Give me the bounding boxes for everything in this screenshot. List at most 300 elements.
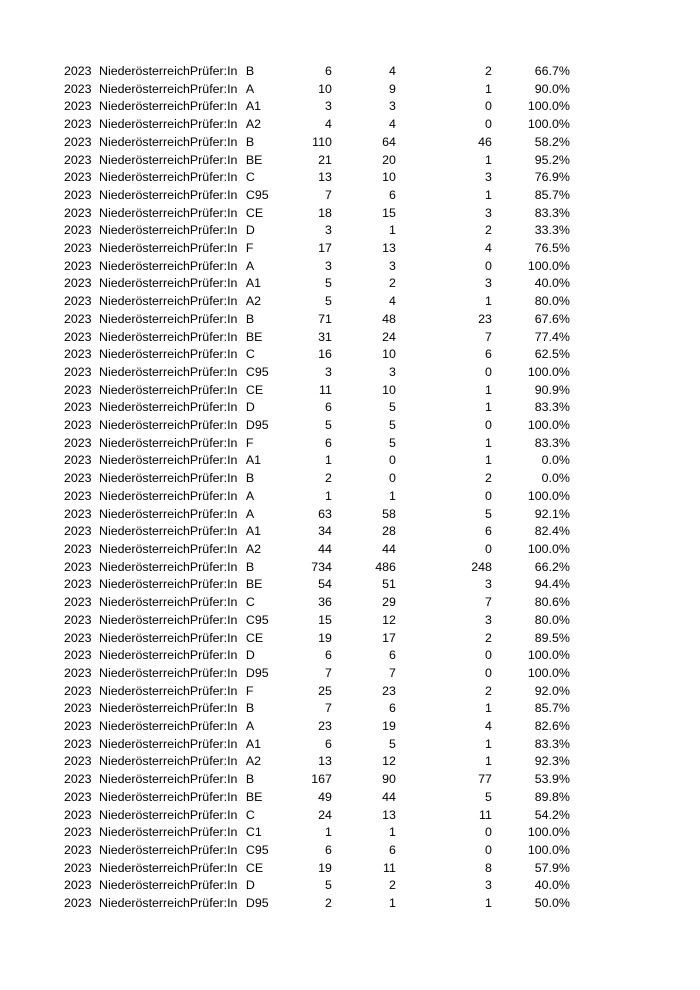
year-cell: 2023 [64, 559, 92, 574]
total-cell: 36 [318, 595, 332, 610]
rate-cell: 100.0% [527, 117, 570, 132]
passed-cell: 17 [382, 630, 396, 645]
role-cell: Prüfer:In [189, 64, 238, 78]
region-cell: Niederösterreich [99, 223, 190, 238]
rate-cell: 57.9% [534, 860, 570, 875]
failed-cell: 0 [485, 665, 492, 680]
passed-cell: 2 [389, 878, 396, 893]
role-cell: Prüfer:In [189, 223, 238, 238]
failed-cell: 6 [485, 347, 492, 362]
region-cell: Niederösterreich [99, 134, 190, 149]
failed-cell: 7 [485, 595, 492, 610]
role-cell: Prüfer:In [189, 648, 238, 663]
rate-cell: 80.0% [534, 612, 570, 627]
data-table [64, 63, 570, 913]
class-cell: CE [245, 860, 264, 875]
table-row [64, 452, 570, 470]
year-cell: 2023 [64, 683, 92, 698]
role-cell: Prüfer:In [189, 488, 238, 503]
year-cell: 2023 [64, 807, 92, 822]
role-cell: Prüfer:In [189, 453, 238, 468]
table-row [64, 258, 570, 276]
total-cell: 6 [325, 842, 332, 857]
passed-cell: 6 [389, 187, 396, 202]
role-cell: Prüfer:In [189, 471, 238, 486]
total-cell: 19 [318, 630, 332, 645]
table-row [64, 630, 570, 648]
table-row [64, 98, 570, 116]
passed-cell: 24 [382, 329, 396, 344]
passed-cell: 1 [389, 825, 396, 840]
rate-cell: 83.3% [534, 736, 570, 751]
region-cell: Niederösterreich [99, 807, 190, 822]
table-row [64, 753, 570, 771]
class-cell: B [245, 471, 255, 486]
failed-cell: 5 [485, 506, 492, 521]
passed-cell: 7 [389, 665, 396, 680]
table-row [64, 877, 570, 895]
rate-cell: 80.6% [534, 595, 570, 610]
region-cell: Niederösterreich [99, 364, 190, 379]
rate-cell: 0.0% [541, 453, 570, 468]
rate-cell: 100.0% [527, 648, 570, 663]
role-cell: Prüfer:In [189, 276, 238, 291]
table-row [64, 152, 570, 170]
class-cell: B [245, 311, 255, 326]
class-cell: D95 [245, 418, 269, 433]
year-cell: 2023 [64, 842, 92, 857]
table-row [64, 895, 570, 913]
class-cell: F [245, 683, 254, 698]
failed-cell: 0 [485, 488, 492, 503]
class-cell: C [245, 170, 255, 185]
role-cell: Prüfer:In [189, 241, 238, 256]
region-cell: Niederösterreich [99, 665, 190, 680]
table-row [64, 576, 570, 594]
total-cell: 2 [325, 471, 332, 486]
table-body [64, 63, 570, 913]
role-cell: Prüfer:In [189, 577, 238, 592]
class-cell: D95 [245, 896, 269, 911]
year-cell: 2023 [64, 754, 92, 769]
total-cell: 7 [325, 701, 332, 716]
passed-cell: 44 [382, 789, 396, 804]
region-cell: Niederösterreich [99, 64, 190, 78]
rate-cell: 33.3% [534, 223, 570, 238]
failed-cell: 1 [485, 736, 492, 751]
table-row [64, 736, 570, 754]
year-cell: 2023 [64, 612, 92, 627]
passed-cell: 51 [382, 577, 396, 592]
passed-cell: 20 [382, 152, 396, 167]
failed-cell: 3 [485, 612, 492, 627]
class-cell: A [245, 719, 255, 734]
class-cell: A1 [245, 276, 262, 291]
passed-cell: 10 [382, 347, 396, 362]
rate-cell: 83.3% [534, 205, 570, 220]
class-cell: A2 [245, 117, 262, 132]
rate-cell: 94.4% [534, 577, 570, 592]
region-cell: Niederösterreich [99, 524, 190, 539]
year-cell: 2023 [64, 541, 92, 556]
role-cell: Prüfer:In [189, 559, 238, 574]
region-cell: Niederösterreich [99, 612, 190, 627]
table-row [64, 187, 570, 205]
passed-cell: 64 [382, 134, 396, 149]
passed-cell: 486 [375, 559, 396, 574]
role-cell: Prüfer:In [189, 825, 238, 840]
total-cell: 1 [325, 825, 332, 840]
class-cell: A1 [245, 524, 262, 539]
year-cell: 2023 [64, 418, 92, 433]
rate-cell: 92.1% [534, 506, 570, 521]
year-cell: 2023 [64, 223, 92, 238]
failed-cell: 77 [478, 772, 492, 787]
role-cell: Prüfer:In [189, 595, 238, 610]
total-cell: 6 [325, 435, 332, 450]
table-row [64, 275, 570, 293]
passed-cell: 5 [389, 418, 396, 433]
table-row [64, 417, 570, 435]
failed-cell: 1 [485, 382, 492, 397]
region-cell: Niederösterreich [99, 648, 190, 663]
class-cell: A2 [245, 294, 262, 309]
class-cell: D [245, 648, 255, 663]
role-cell: Prüfer:In [189, 807, 238, 822]
role-cell: Prüfer:In [189, 665, 238, 680]
failed-cell: 1 [485, 400, 492, 415]
class-cell: B [245, 772, 255, 787]
passed-cell: 3 [389, 364, 396, 379]
failed-cell: 1 [485, 294, 492, 309]
region-cell: Niederösterreich [99, 382, 190, 397]
table-row [64, 205, 570, 223]
table-row [64, 771, 570, 789]
year-cell: 2023 [64, 276, 92, 291]
rate-cell: 82.4% [534, 524, 570, 539]
total-cell: 54 [318, 577, 332, 592]
total-cell: 7 [325, 665, 332, 680]
region-cell: Niederösterreich [99, 878, 190, 893]
class-cell: D [245, 878, 255, 893]
class-cell: BE [245, 577, 263, 592]
class-cell: C95 [245, 364, 269, 379]
total-cell: 17 [318, 241, 332, 256]
rate-cell: 66.2% [534, 559, 570, 574]
failed-cell: 4 [485, 241, 492, 256]
rate-cell: 58.2% [534, 134, 570, 149]
region-cell: Niederösterreich [99, 754, 190, 769]
region-cell: Niederösterreich [99, 559, 190, 574]
rate-cell: 100.0% [527, 825, 570, 840]
total-cell: 31 [318, 329, 332, 344]
region-cell: Niederösterreich [99, 488, 190, 503]
total-cell: 3 [325, 223, 332, 238]
failed-cell: 7 [485, 329, 492, 344]
failed-cell: 1 [485, 754, 492, 769]
passed-cell: 58 [382, 506, 396, 521]
role-cell: Prüfer:In [189, 418, 238, 433]
passed-cell: 13 [382, 807, 396, 822]
region-cell: Niederösterreich [99, 453, 190, 468]
table-row [64, 134, 570, 152]
class-cell: A2 [245, 541, 262, 556]
failed-cell: 11 [479, 807, 492, 822]
region-cell: Niederösterreich [99, 294, 190, 309]
total-cell: 13 [318, 754, 332, 769]
passed-cell: 12 [382, 754, 396, 769]
rate-cell: 40.0% [534, 878, 570, 893]
class-cell: BE [245, 789, 263, 804]
role-cell: Prüfer:In [189, 258, 238, 273]
table-row [64, 311, 570, 329]
total-cell: 23 [318, 719, 332, 734]
year-cell: 2023 [64, 506, 92, 521]
total-cell: 5 [325, 294, 332, 309]
rate-cell: 54.2% [534, 807, 570, 822]
total-cell: 5 [325, 276, 332, 291]
total-cell: 71 [318, 311, 332, 326]
table-row [64, 222, 570, 240]
region-cell: Niederösterreich [99, 205, 190, 220]
rate-cell: 50.0% [534, 896, 570, 911]
passed-cell: 3 [389, 99, 396, 114]
region-cell: Niederösterreich [99, 435, 190, 450]
year-cell: 2023 [64, 382, 92, 397]
role-cell: Prüfer:In [189, 134, 238, 149]
class-cell: C [245, 595, 255, 610]
year-cell: 2023 [64, 524, 92, 539]
passed-cell: 5 [389, 736, 396, 751]
failed-cell: 1 [485, 435, 492, 450]
rate-cell: 100.0% [527, 488, 570, 503]
year-cell: 2023 [64, 99, 92, 114]
class-cell: F [245, 435, 254, 450]
role-cell: Prüfer:In [189, 400, 238, 415]
failed-cell: 0 [485, 418, 492, 433]
class-cell: C95 [245, 612, 269, 627]
failed-cell: 1 [485, 81, 492, 96]
passed-cell: 11 [383, 860, 396, 875]
total-cell: 1 [325, 453, 332, 468]
region-cell: Niederösterreich [99, 825, 190, 840]
table-row [64, 647, 570, 665]
role-cell: Prüfer:In [189, 382, 238, 397]
region-cell: Niederösterreich [99, 701, 190, 716]
total-cell: 44 [318, 541, 332, 556]
total-cell: 49 [318, 789, 332, 804]
table-row [64, 63, 570, 81]
table-row [64, 559, 570, 577]
failed-cell: 23 [478, 311, 492, 326]
rate-cell: 100.0% [527, 541, 570, 556]
class-cell: C [245, 347, 255, 362]
total-cell: 63 [318, 506, 332, 521]
rate-cell: 85.7% [534, 701, 570, 716]
class-cell: D95 [245, 665, 269, 680]
region-cell: Niederösterreich [99, 506, 190, 521]
region-cell: Niederösterreich [99, 276, 190, 291]
rate-cell: 92.3% [534, 754, 570, 769]
rate-cell: 67.6% [534, 311, 570, 326]
year-cell: 2023 [64, 364, 92, 379]
year-cell: 2023 [64, 630, 92, 645]
class-cell: A1 [245, 453, 262, 468]
role-cell: Prüfer:In [189, 789, 238, 804]
class-cell: CE [245, 630, 264, 645]
failed-cell: 248 [471, 559, 492, 574]
role-cell: Prüfer:In [189, 170, 238, 185]
total-cell: 16 [318, 347, 332, 362]
role-cell: Prüfer:In [189, 772, 238, 787]
region-cell: Niederösterreich [99, 117, 190, 132]
table-row [64, 488, 570, 506]
role-cell: Prüfer:In [189, 435, 238, 450]
region-cell: Niederösterreich [99, 418, 190, 433]
year-cell: 2023 [64, 294, 92, 309]
total-cell: 5 [325, 878, 332, 893]
table-row [64, 860, 570, 878]
rate-cell: 100.0% [527, 258, 570, 273]
year-cell: 2023 [64, 347, 92, 362]
failed-cell: 0 [485, 99, 492, 114]
passed-cell: 5 [389, 435, 396, 450]
year-cell: 2023 [64, 471, 92, 486]
rate-cell: 95.2% [534, 152, 570, 167]
role-cell: Prüfer:In [189, 99, 238, 114]
total-cell: 10 [318, 81, 332, 96]
role-cell: Prüfer:In [189, 311, 238, 326]
region-cell: Niederösterreich [99, 736, 190, 751]
total-cell: 18 [318, 205, 332, 220]
failed-cell: 0 [485, 648, 492, 663]
passed-cell: 6 [389, 648, 396, 663]
failed-cell: 2 [485, 683, 492, 698]
region-cell: Niederösterreich [99, 258, 190, 273]
year-cell: 2023 [64, 772, 92, 787]
rate-cell: 82.6% [534, 719, 570, 734]
year-cell: 2023 [64, 241, 92, 256]
class-cell: C [245, 807, 255, 822]
table-row [64, 169, 570, 187]
year-cell: 2023 [64, 789, 92, 804]
role-cell: Prüfer:In [189, 81, 238, 96]
failed-cell: 0 [485, 364, 492, 379]
class-cell: C95 [245, 187, 269, 202]
year-cell: 2023 [64, 648, 92, 663]
total-cell: 4 [325, 117, 332, 132]
table-row [64, 842, 570, 860]
region-cell: Niederösterreich [99, 772, 190, 787]
class-cell: B [245, 64, 255, 78]
passed-cell: 4 [389, 117, 396, 132]
year-cell: 2023 [64, 152, 92, 167]
failed-cell: 5 [485, 789, 492, 804]
rate-cell: 77.4% [534, 329, 570, 344]
region-cell: Niederösterreich [99, 719, 190, 734]
role-cell: Prüfer:In [189, 364, 238, 379]
total-cell: 734 [311, 559, 332, 574]
rate-cell: 100.0% [527, 99, 570, 114]
passed-cell: 29 [382, 595, 396, 610]
passed-cell: 23 [382, 683, 396, 698]
total-cell: 3 [325, 258, 332, 273]
passed-cell: 90 [382, 772, 396, 787]
table-row [64, 789, 570, 807]
role-cell: Prüfer:In [189, 683, 238, 698]
role-cell: Prüfer:In [189, 701, 238, 716]
class-cell: B [245, 559, 255, 574]
total-cell: 5 [325, 418, 332, 433]
passed-cell: 4 [389, 64, 396, 78]
rate-cell: 76.5% [534, 241, 570, 256]
failed-cell: 0 [485, 258, 492, 273]
total-cell: 6 [325, 736, 332, 751]
class-cell: C95 [245, 842, 269, 857]
rate-cell: 0.0% [541, 471, 570, 486]
rate-cell: 89.8% [534, 789, 570, 804]
region-cell: Niederösterreich [99, 595, 190, 610]
failed-cell: 2 [485, 64, 492, 78]
region-cell: Niederösterreich [99, 577, 190, 592]
class-cell: CE [245, 382, 264, 397]
year-cell: 2023 [64, 187, 92, 202]
total-cell: 6 [325, 400, 332, 415]
class-cell: C1 [245, 825, 262, 840]
total-cell: 1 [325, 488, 332, 503]
class-cell: A [245, 488, 255, 503]
region-cell: Niederösterreich [99, 311, 190, 326]
passed-cell: 1 [389, 223, 396, 238]
class-cell: A [245, 258, 255, 273]
rate-cell: 76.9% [534, 170, 570, 185]
role-cell: Prüfer:In [189, 329, 238, 344]
region-cell: Niederösterreich [99, 187, 190, 202]
role-cell: Prüfer:In [189, 152, 238, 167]
failed-cell: 3 [485, 878, 492, 893]
passed-cell: 9 [389, 81, 396, 96]
table-row [64, 346, 570, 364]
passed-cell: 4 [389, 294, 396, 309]
table-row [64, 435, 570, 453]
year-cell: 2023 [64, 488, 92, 503]
year-cell: 2023 [64, 665, 92, 680]
year-cell: 2023 [64, 825, 92, 840]
rate-cell: 83.3% [534, 400, 570, 415]
failed-cell: 1 [485, 701, 492, 716]
year-cell: 2023 [64, 736, 92, 751]
failed-cell: 46 [478, 134, 492, 149]
year-cell: 2023 [64, 258, 92, 273]
region-cell: Niederösterreich [99, 630, 190, 645]
passed-cell: 44 [382, 541, 396, 556]
rate-cell: 100.0% [527, 364, 570, 379]
table-row [64, 81, 570, 99]
role-cell: Prüfer:In [189, 294, 238, 309]
role-cell: Prüfer:In [189, 187, 238, 202]
year-cell: 2023 [64, 329, 92, 344]
passed-cell: 28 [382, 524, 396, 539]
class-cell: A [245, 506, 255, 521]
role-cell: Prüfer:In [189, 506, 238, 521]
table-row [64, 700, 570, 718]
rate-cell: 66.7% [534, 64, 570, 78]
rate-cell: 100.0% [527, 665, 570, 680]
year-cell: 2023 [64, 577, 92, 592]
class-cell: BE [245, 329, 263, 344]
passed-cell: 19 [382, 719, 396, 734]
total-cell: 6 [325, 64, 332, 78]
